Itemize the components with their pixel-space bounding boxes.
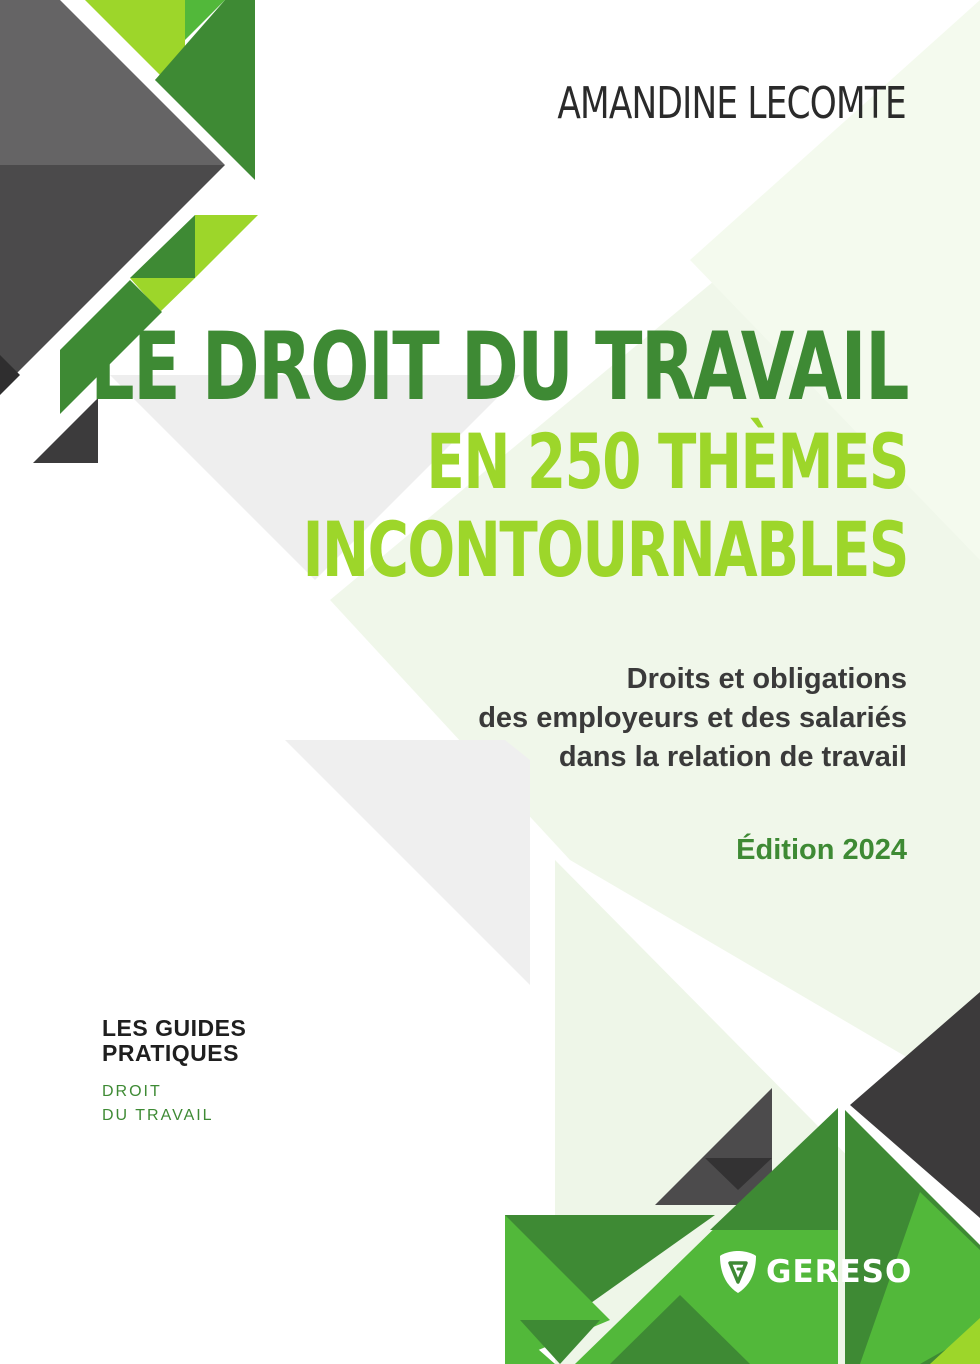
publisher-logo: [718, 1248, 912, 1296]
series-title-line-2: PRATIQUES: [102, 1040, 239, 1066]
title-line-2: EN 250 THÈMES: [426, 417, 908, 506]
tl-lime-small: [195, 215, 258, 278]
gereso-shield-icon: [718, 1249, 758, 1295]
edition-label: Édition 2024: [736, 834, 907, 866]
subtitle-line-1: Droits et obligations: [626, 663, 907, 695]
publisher-name: GERESO: [766, 1254, 913, 1290]
book-title: [0, 313, 908, 594]
book-subtitle: [478, 660, 907, 777]
series-title-line-1: LES GUIDES: [102, 1015, 247, 1041]
series-title: [102, 1016, 246, 1066]
author-name: AMANDINE LECOMTE: [557, 78, 906, 129]
subtitle-line-3: dans la relation de travail: [558, 741, 907, 773]
series-block: [102, 1016, 246, 1128]
series-subject-line-1: DROIT: [102, 1083, 162, 1100]
series-subject: [102, 1080, 246, 1128]
title-line-3: INCONTOURNABLES: [302, 505, 908, 594]
series-subject-line-2: DU TRAVAIL: [102, 1107, 214, 1124]
subtitle-line-2: des employeurs et des salariés: [478, 702, 907, 734]
title-line-1: LE DROIT DU TRAVAIL: [90, 313, 908, 422]
